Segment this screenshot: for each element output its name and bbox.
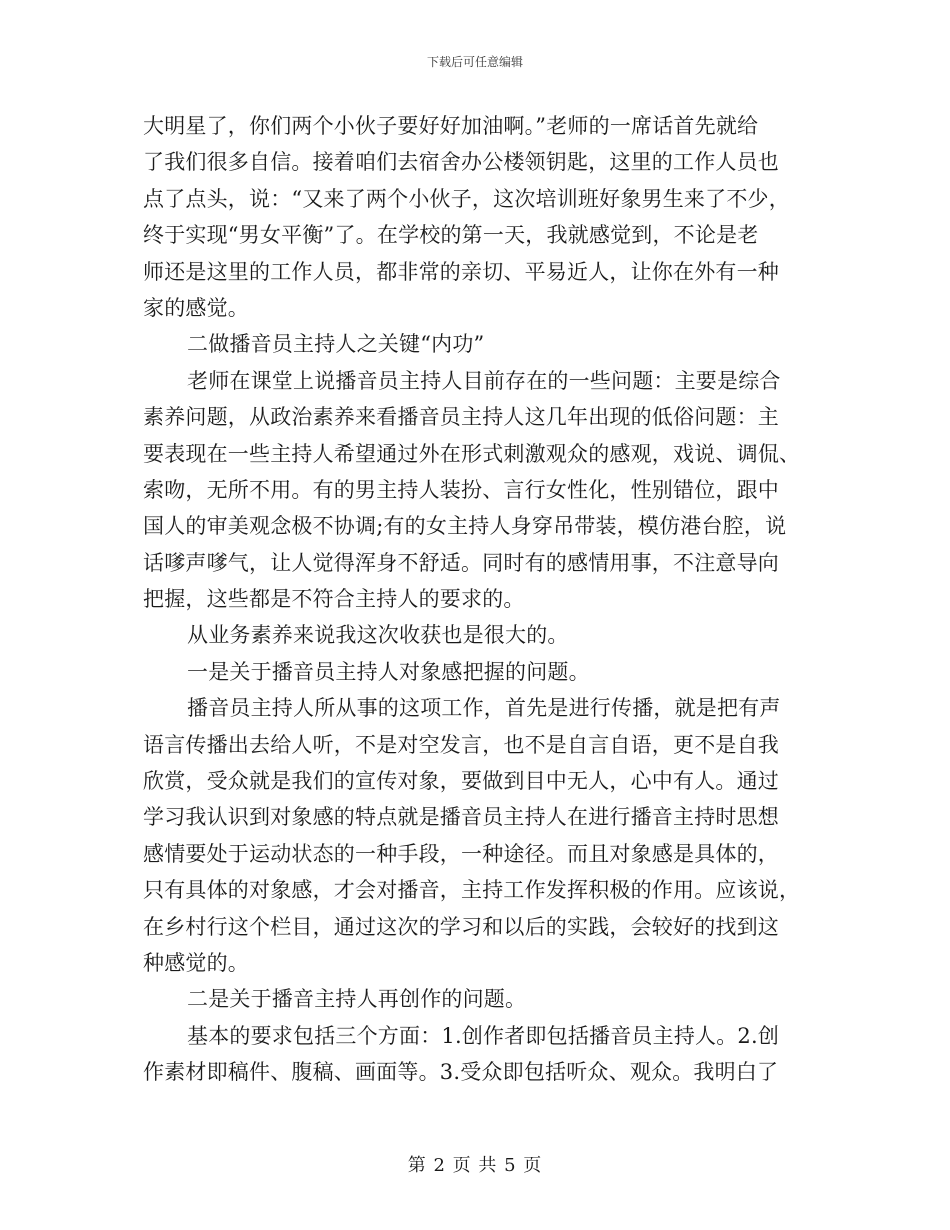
page-number-footer: 第 2 页 共 5 页 [407, 1155, 543, 1176]
page-header: 下载后可任意编辑 [426, 55, 523, 69]
text-line: 在乡村行这个栏目，通过这次的学习和以后的实践，会较好的找到这 [143, 914, 779, 939]
text-line: 欣赏，受众就是我们的宣传对象，要做到目中无人，心中有人。通过 [143, 769, 779, 794]
text-line: 了我们很多自信。接着咱们去宿舍办公楼领钥匙，这里的工作人员也 [143, 150, 779, 175]
section-heading: 一是关于播音员主持人对象感把握的问题。 [187, 659, 590, 684]
text-line: 素养问题，从政治素养来看播音员主持人这几年出现的低俗问题：主 [143, 405, 779, 430]
text-line: 播音员主持人所从事的这项工作，首先是进行传播，就是把有声 [187, 696, 781, 721]
document-body [143, 108, 811, 1091]
text-line: 把握，这些都是不符合主持人的要求的。 [143, 587, 525, 612]
section-heading: 二做播音员主持人之关键“内功” [187, 332, 485, 357]
text-line: 种感觉的。 [143, 950, 249, 975]
text-line: 师还是这里的工作人员，都非常的亲切、平易近人，让你在外有一种 [143, 259, 779, 284]
text-line: 家的感觉。 [143, 295, 249, 320]
text-line: 大明星了，你们两个小伙子要好好加油啊。”老师的一席话首先就给 [143, 114, 759, 138]
text-line: 语言传播出去给人听，不是对空发言，也不是自言自语，更不是自我 [143, 732, 779, 757]
text-line: 终于实现“男女平衡”了。在学校的第一天，我就感觉到，不论是老 [143, 223, 759, 248]
text-line: 作素材即稿件、腹稿、画面等。3.受众即包括听众、观众。我明白了 [143, 1060, 779, 1085]
text-line: 只有具体的对象感，才会对播音，主持工作发挥积极的作用。应该说， [143, 878, 801, 903]
text-line: 基本的要求包括三个方面：1.创作者即包括播音员主持人。2.创 [187, 1023, 780, 1048]
text-line: 国人的审美观念极不协调;有的女主持人身穿吊带装，模仿港台腔，说 [143, 514, 787, 539]
text-line: 要表现在一些主持人希望通过外在形式刺激观众的感观，戏说、调侃、 [143, 441, 801, 466]
text-line: 索吻，无所不用。有的男主持人装扮、言行女性化，性别错位，跟中 [143, 477, 779, 502]
text-line: 从业务素养来说我这次收获也是很大的。 [187, 623, 569, 648]
text-line: 感情要处于运动状态的一种手段，一种途径。而且对象感是具体的， [143, 841, 779, 866]
text-line: 学习我认识到对象感的特点就是播音员主持人在进行播音主持时思想 [143, 805, 779, 830]
text-line: 老师在课堂上说播音员主持人目前存在的一些问题：主要是综合 [187, 368, 781, 393]
text-line: 话嗲声嗲气，让人觉得浑身不舒适。同时有的感情用事，不注意导向 [143, 550, 779, 575]
text-line: 点了点头，说：“又来了两个小伙子，这次培训班好象男生来了不少， [143, 186, 790, 211]
section-heading: 二是关于播音主持人再创作的问题。 [187, 987, 527, 1012]
